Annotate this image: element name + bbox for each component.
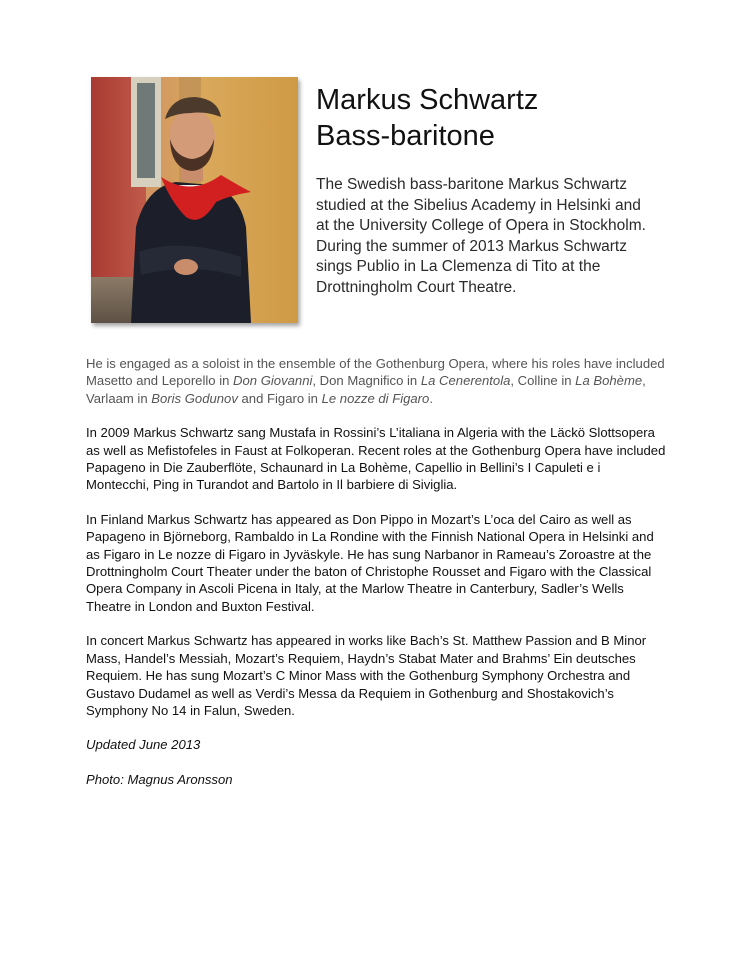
photo-credit-text: Photo: Magnus Aronsson bbox=[86, 771, 233, 787]
paragraph-finland: In Finland Markus Schwartz has appeared as Don Pippo in Mozart’s L’oca del Cairo as well as Papageno in Björneborg, Rambaldo in La Rondine with the Finnish National Opera in Helsinki and as Figaro in Le nozze di Figaro in Jyväskyle. He has sung Narbanor in Rameau’s Zoroastre at the Drottningholm Court Theater under the baton of Christophe Rousset and Figaro with the Classical Opera Company in Ascoli Picena in Italy, at the Marlow Theatre in Canterbury, Sadler’s Wells Theatre in London and Buxton Festival. bbox=[86, 511, 654, 614]
text-segment: He is engaged as a soloist in the ensemble of the Gothenburg Opera, where his roles have included Masetto and Leporello in bbox=[86, 356, 665, 389]
text-segment: , Varlaam in bbox=[86, 373, 646, 406]
voice-type: Bass-baritone bbox=[316, 120, 495, 152]
text-segment: , Don Magnifico in bbox=[312, 373, 421, 389]
opera-title: Boris Godunov bbox=[151, 390, 238, 406]
opera-title: Le nozze di Figaro bbox=[321, 390, 430, 406]
paragraph-2009-roles: In 2009 Markus Schwartz sang Mustafa in Rossini’s L’italiana in Algeria with the Läckö Slottsopera as well as Mefistofeles in Faust at Folkoperan. Recent roles at the Gothenburg Opera have included Papageno in Die Zauberflöte, Schaunard in La Bohème, Capellio in Bellini’s I Capuleti e i Montecchi, Ping in Turandot and Bartolo in Il barbiere di Siviglia. bbox=[86, 425, 666, 493]
updated-text: Updated June 2013 bbox=[86, 737, 201, 753]
page-title bbox=[316, 82, 656, 154]
portrait-photo bbox=[91, 77, 298, 323]
opera-title: La Bohème bbox=[575, 373, 643, 389]
text-segment: . bbox=[429, 390, 433, 406]
artist-name: Markus Schwartz bbox=[316, 84, 539, 116]
photo-credit bbox=[86, 771, 666, 788]
text-segment: and Figaro in bbox=[237, 390, 322, 406]
paragraph-engagement bbox=[86, 355, 666, 407]
opera-title: Don Giovanni bbox=[233, 373, 313, 389]
opera-title: La Cenerentola bbox=[420, 373, 511, 389]
biography-body bbox=[86, 355, 666, 805]
intro-paragraph: The Swedish bass-baritone Markus Schwartz studied at the Sibelius Academy in Helsinki and at the University College of Opera in Stockholm. During the summer of 2013 Markus Schwartz sings Publio in La Clemenza di Tito at the Drottningholm Court Theatre. bbox=[316, 176, 646, 296]
paragraph-concert: In concert Markus Schwartz has appeared in works like Bach’s St. Matthew Passion and B Minor Mass, Handel’s Messiah, Mozart’s Requiem, Haydn’s Stabat Mater and Brahms’ Ein deutsches Requiem. He has sung Mozart’s C Minor Mass with the Gothenburg Symphony Orchestra and Gustavo Dudamel as well as Verdi’s Messa da Requiem in Gothenburg and Shostakovich’s Symphony No 14 in Falun, Sweden. bbox=[86, 633, 647, 718]
updated-date bbox=[86, 736, 666, 753]
text-segment: , Colline in bbox=[510, 373, 576, 389]
